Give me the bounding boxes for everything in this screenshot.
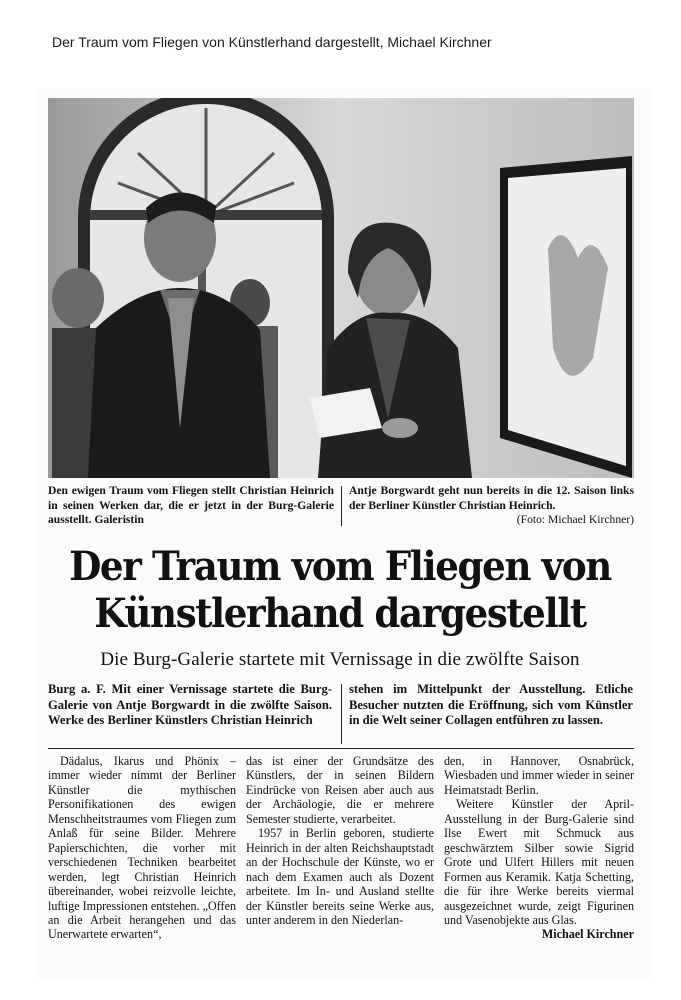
article-author: Michael Kirchner — [541, 927, 634, 942]
column-3-paragraph-1: den, in Hannover, Osnabrück, Wiesbaden und immer wieder in seiner Heimatstadt Berlin. — [444, 754, 634, 797]
photo-credit: (Foto: Michael Kirchner) — [516, 513, 634, 526]
lead-right: stehen im Mittelpunkt der Ausstellung. Etliche Besucher nutzten die Eröffnung, sich vom Künstler in die Welt seiner Collagen entführen zu lassen. — [349, 682, 633, 728]
headline — [61, 543, 619, 637]
lead-divider — [341, 684, 342, 744]
photo-caption-left: Den ewigen Traum vom Fliegen stellt Christian Heinrich in seinen Werken dar, die er jetzt in der Burg-Galerie ausstellt. Galeristin — [48, 484, 334, 527]
body-column-2 — [246, 754, 434, 927]
headline-line-1: Der Traum vom Fliegen von — [69, 543, 611, 590]
headline-line-2: Künstlerhand dargestellt — [94, 590, 586, 637]
column-2-paragraph-2: 1957 in Berlin geboren, studierte Heinrich in der alten Reichshauptstadt an der Hochschule der Künste, wo er nach dem Examen auch als Dozent arbeitete. Im In- und Ausland stellte der Künstler bereits seine Werke aus, unter anderem in den Niederlan- — [246, 826, 434, 927]
body-column-1: Dädalus, Ikarus und Phönix – immer wieder nimmt der Berliner Künstler die mythischen Personifikationen des ewigen Menschheitstraumes vom Fliegen zum Anlaß für seine Bilder. Mehrere Papierschichten, die vorher mit verschiedenen Techniken bearbeitet werden, legt Christian Heinrich übereinander, wobei reizvolle leichte, luftige Impressionen entstehen. „Offen an die Arbeit herangehen und das Unerwartete erwarten“, — [48, 754, 236, 942]
subheadline: Die Burg-Galerie startete mit Vernissage in die zwölfte Saison — [100, 649, 580, 670]
body-column-3 — [444, 754, 634, 942]
page-caption: Der Traum vom Fliegen von Künstlerhand dargestellt, Michael Kirchner — [52, 34, 492, 50]
lead-left: Burg a. F. Mit einer Vernissage startete die Burg-Galerie von Antje Borgwardt in die zwölfte Saison. Werke des Berliner Künstlers Christian Heinrich — [48, 682, 332, 728]
caption-divider — [341, 486, 342, 526]
column-3-paragraph-2: Weitere Künstler der April-Ausstellung in der Burg-Galerie sind Ilse Ewert mit Schmuck aus geschwärztem Silber sowie Sigrid Grote und Ulfert Hillers mit neuen Formen aus Keramik. Katja Schetting, die für ihre Werke bereits viermal ausgezeichnet wurde, zeigt Figurinen und Vasenobjekte aus Glas. — [444, 797, 634, 927]
photo-caption-right: Antje Borgwardt geht nun bereits in die 12. Saison links der Berliner Künstler Christian Heinrich. — [349, 484, 634, 512]
article-photo — [48, 98, 634, 478]
column-2-paragraph-1: das ist einer der Grundsätze des Künstlers, der in seinen Bildern Eindrücke von Reisen aber auch aus der Archäologie, die er mehrere Semester studierte, verarbeitet. — [246, 754, 434, 826]
lead-rule — [48, 748, 634, 749]
